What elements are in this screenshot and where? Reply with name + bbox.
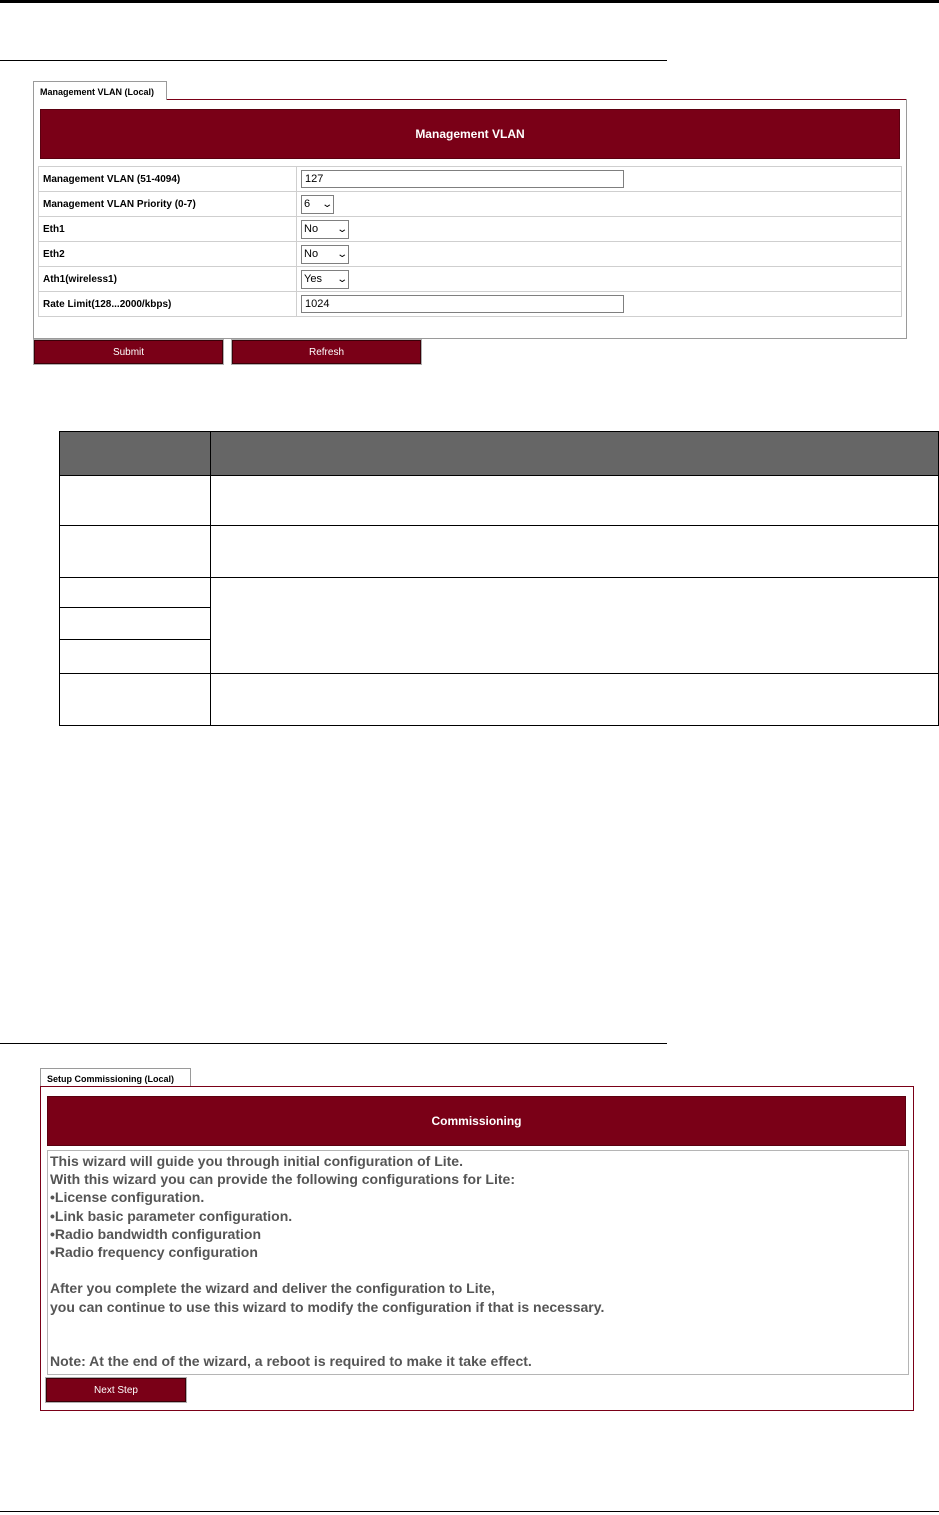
eth2-select[interactable]: No ⌄ (301, 245, 349, 264)
description-line: •Link basic parameter configuration. (50, 1207, 293, 1224)
top-border-rule (0, 0, 939, 3)
commissioning-panel-title: Commissioning (47, 1096, 906, 1146)
description-blank (50, 1316, 905, 1334)
rate-limit-row (39, 292, 902, 317)
ath1-select[interactable]: Yes ⌄ (301, 270, 349, 289)
eth2-row (39, 242, 902, 267)
section-rule-1 (0, 60, 667, 61)
commissioning-description (50, 1152, 905, 1370)
chevron-down-icon: ⌄ (335, 273, 348, 285)
vlan-id-input[interactable]: 127 (301, 170, 624, 188)
submit-button[interactable]: Submit (33, 339, 224, 365)
rate-limit-input[interactable]: 1024 (301, 295, 624, 313)
parameter-description-table (59, 431, 939, 726)
next-step-button[interactable]: Next Step (45, 1377, 187, 1403)
row-divider (60, 577, 938, 578)
bottom-border-rule (0, 1511, 939, 1512)
description-note: Note: At the end of the wizard, a reboot is required to make it take effect. (50, 1353, 532, 1370)
description-line: •Radio bandwidth configuration (50, 1225, 261, 1242)
eth2-label: Eth2 (39, 242, 297, 267)
ath1-row (39, 267, 902, 292)
vlan-id-label: Management VLAN (51-4094) (39, 167, 297, 192)
vlan-settings-table (38, 166, 902, 317)
row-divider (60, 639, 210, 640)
table-header-row (60, 432, 938, 475)
vlan-id-row (39, 167, 902, 192)
description-blank (50, 1334, 905, 1352)
vlan-panel-title: Management VLAN (40, 109, 900, 159)
row-divider (60, 525, 938, 526)
tab-setup-commissioning[interactable]: Setup Commissioning (Local) (40, 1068, 191, 1087)
description-line: you can continue to use this wizard to modify the configuration if that is necessary. (50, 1298, 605, 1315)
tab-management-vlan[interactable]: Management VLAN (Local) (33, 81, 167, 100)
description-blank (50, 1261, 905, 1279)
refresh-button[interactable]: Refresh (231, 339, 422, 365)
vlan-priority-label: Management VLAN Priority (0-7) (39, 192, 297, 217)
row-divider (60, 673, 938, 674)
vlan-priority-select[interactable]: 6 ⌄ (301, 195, 334, 214)
description-line: With this wizard you can provide the following configurations for Lite: (50, 1171, 515, 1188)
rate-limit-label: Rate Limit(128...2000/kbps) (39, 292, 297, 317)
section-rule-2 (0, 1043, 667, 1044)
chevron-down-icon: ⌄ (335, 248, 348, 260)
description-line: After you complete the wizard and deliver the configuration to Lite, (50, 1280, 495, 1297)
eth1-label: Eth1 (39, 217, 297, 242)
eth1-row (39, 217, 902, 242)
chevron-down-icon: ⌄ (320, 198, 333, 210)
row-divider (60, 607, 210, 608)
row-divider (60, 475, 938, 476)
ath1-label: Ath1(wireless1) (39, 267, 297, 292)
description-line: This wizard will guide you through initial configuration of Lite. (50, 1153, 463, 1169)
description-line: •License configuration. (50, 1189, 205, 1206)
chevron-down-icon: ⌄ (335, 223, 348, 235)
eth1-select[interactable]: No ⌄ (301, 220, 349, 239)
description-line: •Radio frequency configuration (50, 1244, 258, 1261)
vlan-priority-row (39, 192, 902, 217)
